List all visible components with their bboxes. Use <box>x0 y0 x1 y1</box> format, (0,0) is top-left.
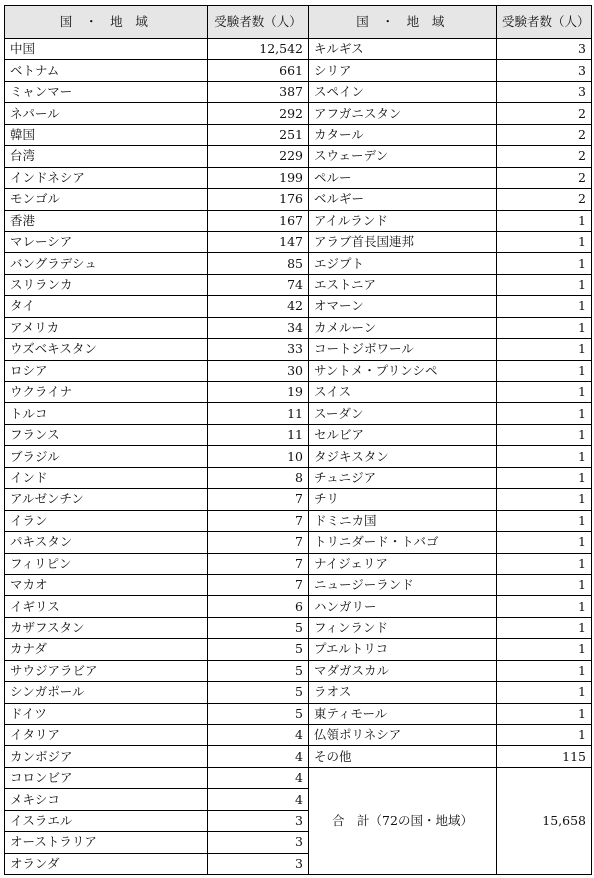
examinee-count: 1 <box>497 553 592 574</box>
table-row <box>5 424 592 445</box>
table-row <box>5 124 592 145</box>
country-name: エストニア <box>309 274 497 295</box>
examinee-count: 2 <box>497 146 592 167</box>
country-name: ドミニカ国 <box>309 510 497 531</box>
country-name: 韓国 <box>5 124 208 145</box>
table-row <box>5 189 592 210</box>
examinee-count: 2 <box>497 124 592 145</box>
examinee-count: 3 <box>208 810 309 831</box>
table-row <box>5 767 592 788</box>
country-name: ブラジル <box>5 446 208 467</box>
examinee-count: 1 <box>497 403 592 424</box>
country-name: アルゼンチン <box>5 489 208 510</box>
table-row <box>5 382 592 403</box>
examinee-count: 1 <box>497 489 592 510</box>
country-name: 香港 <box>5 210 208 231</box>
examinee-count: 6 <box>208 596 309 617</box>
country-name: コロンビア <box>5 767 208 788</box>
country-name: アイルランド <box>309 210 497 231</box>
table-row <box>5 339 592 360</box>
country-name: イタリア <box>5 725 208 746</box>
examinee-count: 1 <box>497 703 592 724</box>
country-name: ネパール <box>5 103 208 124</box>
examinee-count: 4 <box>208 746 309 767</box>
table-row <box>5 574 592 595</box>
country-name: その他 <box>309 746 497 767</box>
examinee-count: 1 <box>497 274 592 295</box>
country-name: モンゴル <box>5 189 208 210</box>
examinee-count: 33 <box>208 339 309 360</box>
country-name: ナイジェリア <box>309 553 497 574</box>
examinee-count: 8 <box>208 467 309 488</box>
examinee-count: 1 <box>497 446 592 467</box>
examinee-count: 115 <box>497 746 592 767</box>
country-name: イギリス <box>5 596 208 617</box>
country-name: フランス <box>5 424 208 445</box>
country-name: スーダン <box>309 403 497 424</box>
examinee-count: 1 <box>497 296 592 317</box>
table-row <box>5 81 592 102</box>
country-name: アフガニスタン <box>309 103 497 124</box>
examinee-count: 7 <box>208 553 309 574</box>
country-name: オマーン <box>309 296 497 317</box>
country-name: タジキスタン <box>309 446 497 467</box>
table-row <box>5 682 592 703</box>
table-row <box>5 746 592 767</box>
examinee-count: 1 <box>497 532 592 553</box>
examinee-count: 1 <box>497 382 592 403</box>
examinee-count: 7 <box>208 489 309 510</box>
examinee-count: 4 <box>208 789 309 810</box>
examinee-count: 5 <box>208 703 309 724</box>
country-name: トリニダード・トバゴ <box>309 532 497 553</box>
header-country-left: 国 ・ 地 域 <box>5 6 208 39</box>
country-name: チリ <box>309 489 497 510</box>
table-row <box>5 317 592 338</box>
total-value: 15,658 <box>497 767 592 874</box>
country-name: セルビア <box>309 424 497 445</box>
examinee-count: 1 <box>497 639 592 660</box>
country-name: バングラデシュ <box>5 253 208 274</box>
table-row <box>5 360 592 381</box>
examinee-count: 167 <box>208 210 309 231</box>
table-row <box>5 253 592 274</box>
examinee-count: 11 <box>208 424 309 445</box>
table-row <box>5 103 592 124</box>
country-name: マレーシア <box>5 231 208 252</box>
country-name: スウェーデン <box>309 146 497 167</box>
examinee-count: 1 <box>497 596 592 617</box>
examinee-count: 34 <box>208 317 309 338</box>
country-name: プエルトリコ <box>309 639 497 660</box>
table-row <box>5 467 592 488</box>
table-row <box>5 60 592 81</box>
examinee-count: 1 <box>497 339 592 360</box>
country-name: イラン <box>5 510 208 531</box>
examinee-count: 7 <box>208 510 309 531</box>
examinee-count: 1 <box>497 210 592 231</box>
country-name: ハンガリー <box>309 596 497 617</box>
examinee-count: 5 <box>208 682 309 703</box>
country-name: ロシア <box>5 360 208 381</box>
examinee-count: 5 <box>208 617 309 638</box>
table-row <box>5 617 592 638</box>
examinee-count: 4 <box>208 767 309 788</box>
examinee-count: 4 <box>208 725 309 746</box>
country-name: スイス <box>309 382 497 403</box>
country-name: ドイツ <box>5 703 208 724</box>
examinee-count: 1 <box>497 682 592 703</box>
table-row <box>5 296 592 317</box>
examinee-count: 2 <box>497 103 592 124</box>
table-header <box>5 6 592 39</box>
examinee-count: 292 <box>208 103 309 124</box>
examinee-count: 1 <box>497 360 592 381</box>
country-name: スペイン <box>309 81 497 102</box>
examinee-count: 11 <box>208 403 309 424</box>
examinee-count: 3 <box>497 39 592 60</box>
examinee-count: 3 <box>208 853 309 874</box>
country-name: インド <box>5 467 208 488</box>
examinee-count: 3 <box>497 60 592 81</box>
country-name: インドネシア <box>5 167 208 188</box>
country-name: マカオ <box>5 574 208 595</box>
country-name: イスラエル <box>5 810 208 831</box>
table-row <box>5 146 592 167</box>
examinees-by-country-table <box>4 5 592 875</box>
table-row <box>5 532 592 553</box>
country-name: アメリカ <box>5 317 208 338</box>
country-name: 中国 <box>5 39 208 60</box>
examinee-count: 3 <box>497 81 592 102</box>
country-name: キルギス <box>309 39 497 60</box>
country-name: メキシコ <box>5 789 208 810</box>
country-name: シンガポール <box>5 682 208 703</box>
examinee-count: 3 <box>208 832 309 853</box>
table-row <box>5 210 592 231</box>
examinee-count: 1 <box>497 317 592 338</box>
examinee-count: 30 <box>208 360 309 381</box>
examinee-count: 5 <box>208 639 309 660</box>
examinee-count: 85 <box>208 253 309 274</box>
country-name: サントメ・プリンシペ <box>309 360 497 381</box>
country-name: ペルー <box>309 167 497 188</box>
table-row <box>5 274 592 295</box>
examinee-count: 199 <box>208 167 309 188</box>
examinee-count: 5 <box>208 660 309 681</box>
country-name: フィリピン <box>5 553 208 574</box>
country-name: カメルーン <box>309 317 497 338</box>
country-name: エジプト <box>309 253 497 274</box>
table-row <box>5 489 592 510</box>
table-row <box>5 167 592 188</box>
country-name: 東ティモール <box>309 703 497 724</box>
header-examinees-right: 受験者数（人） <box>497 6 592 39</box>
examinee-count: 1 <box>497 617 592 638</box>
examinee-count: 661 <box>208 60 309 81</box>
country-name: オーストラリア <box>5 832 208 853</box>
table-row <box>5 660 592 681</box>
country-name: 仏領ポリネシア <box>309 725 497 746</box>
header-country-right: 国 ・ 地 域 <box>309 6 497 39</box>
table-row <box>5 639 592 660</box>
examinee-count: 74 <box>208 274 309 295</box>
examinee-count: 1 <box>497 574 592 595</box>
country-name: フィンランド <box>309 617 497 638</box>
country-name: チュニジア <box>309 467 497 488</box>
examinee-count: 7 <box>208 574 309 595</box>
examinee-count: 1 <box>497 510 592 531</box>
country-name: ベトナム <box>5 60 208 81</box>
country-name: カザフスタン <box>5 617 208 638</box>
examinee-count: 1 <box>497 467 592 488</box>
examinee-count: 10 <box>208 446 309 467</box>
country-name: ラオス <box>309 682 497 703</box>
table-row <box>5 725 592 746</box>
examinee-count: 1 <box>497 725 592 746</box>
examinee-count: 42 <box>208 296 309 317</box>
table-row <box>5 231 592 252</box>
total-label: 合 計（72の国・地域） <box>309 767 497 874</box>
table-row <box>5 553 592 574</box>
examinee-count: 147 <box>208 231 309 252</box>
country-name: サウジアラビア <box>5 660 208 681</box>
examinee-count: 7 <box>208 532 309 553</box>
examinee-count: 229 <box>208 146 309 167</box>
table-row <box>5 403 592 424</box>
country-name: ミャンマー <box>5 81 208 102</box>
examinee-count: 1 <box>497 424 592 445</box>
examinee-count: 387 <box>208 81 309 102</box>
header-row <box>5 6 592 39</box>
examinee-count: 19 <box>208 382 309 403</box>
table-row <box>5 703 592 724</box>
country-name: カタール <box>309 124 497 145</box>
table-row <box>5 446 592 467</box>
examinee-count: 1 <box>497 253 592 274</box>
country-name: カナダ <box>5 639 208 660</box>
country-name: カンボジア <box>5 746 208 767</box>
country-name: シリア <box>309 60 497 81</box>
examinee-count: 2 <box>497 167 592 188</box>
examinee-count: 1 <box>497 660 592 681</box>
country-name: マダガスカル <box>309 660 497 681</box>
country-name: コートジボワール <box>309 339 497 360</box>
country-name: ウズベキスタン <box>5 339 208 360</box>
country-name: スリランカ <box>5 274 208 295</box>
country-name: アラブ首長国連邦 <box>309 231 497 252</box>
examinee-count: 12,542 <box>208 39 309 60</box>
table-row <box>5 39 592 60</box>
header-examinees-left: 受験者数（人） <box>208 6 309 39</box>
table-row <box>5 596 592 617</box>
examinee-count: 176 <box>208 189 309 210</box>
country-name: 台湾 <box>5 146 208 167</box>
country-name: パキスタン <box>5 532 208 553</box>
country-name: ウクライナ <box>5 382 208 403</box>
country-name: オランダ <box>5 853 208 874</box>
table-row <box>5 510 592 531</box>
country-name: トルコ <box>5 403 208 424</box>
examinee-count: 1 <box>497 231 592 252</box>
country-name: ベルギー <box>309 189 497 210</box>
country-name: タイ <box>5 296 208 317</box>
table-body <box>5 39 592 875</box>
country-name: ニュージーランド <box>309 574 497 595</box>
examinee-count: 2 <box>497 189 592 210</box>
examinee-count: 251 <box>208 124 309 145</box>
